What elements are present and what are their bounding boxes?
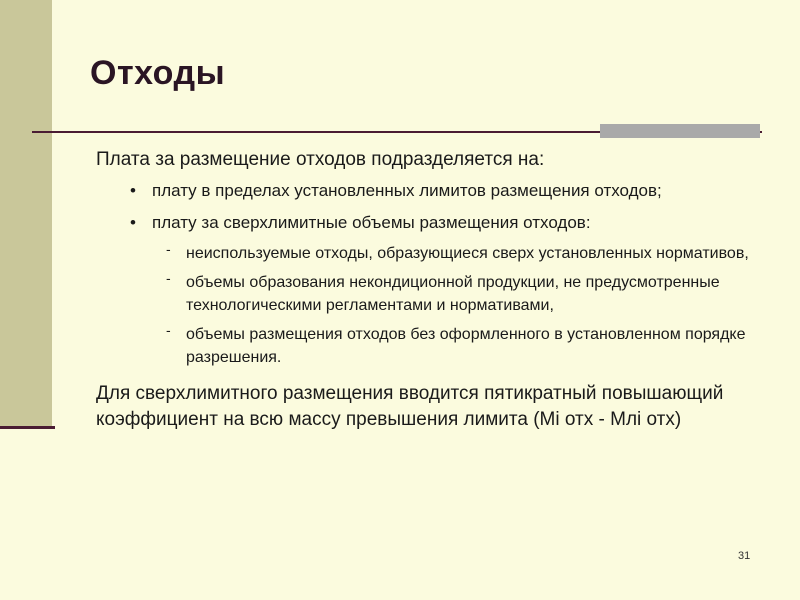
dash-marker: - (166, 241, 171, 257)
footer-text: Для сверхлимитного размещения вводится пятикратный повышающий коэффициент на всю массу превышения лимита (Мi отх - Млi отх) (96, 383, 724, 430)
page-number: 31 (738, 550, 751, 562)
list-item (96, 180, 756, 202)
list-item-text: плату за сверхлимитные объемы размещения отходов: (152, 213, 591, 232)
slide-content (96, 148, 756, 433)
sub-bullet-list (152, 242, 756, 369)
sub-list-item-text: объемы размещения отходов без оформленного в установленном порядке разрешения. (186, 326, 746, 366)
dash-marker: - (166, 270, 171, 286)
title-divider-block (600, 124, 760, 138)
sub-list-item-text: неиспользуемые отходы, образующиеся сверх установленных нормативов, (186, 245, 749, 262)
side-decor-bar (0, 0, 52, 428)
sub-list-item (152, 271, 756, 317)
sub-list-item-text: объемы образования некондиционной продукции, не предусмотренные технологическими регламентами и нормативами, (186, 274, 720, 314)
list-item-text: плату в пределах установленных лимитов размещения отходов; (152, 181, 662, 200)
slide-title: Отходы (90, 54, 226, 92)
bullet-marker: • (130, 213, 136, 232)
list-item (96, 212, 756, 369)
side-decor-line (0, 426, 55, 429)
sub-list-item (152, 323, 756, 369)
sub-list-item (152, 242, 756, 265)
bullet-marker: • (130, 181, 136, 200)
intro-text: Плата за размещение отходов подразделяется на: (96, 149, 545, 170)
bullet-list (96, 180, 756, 369)
dash-marker: - (166, 322, 171, 338)
